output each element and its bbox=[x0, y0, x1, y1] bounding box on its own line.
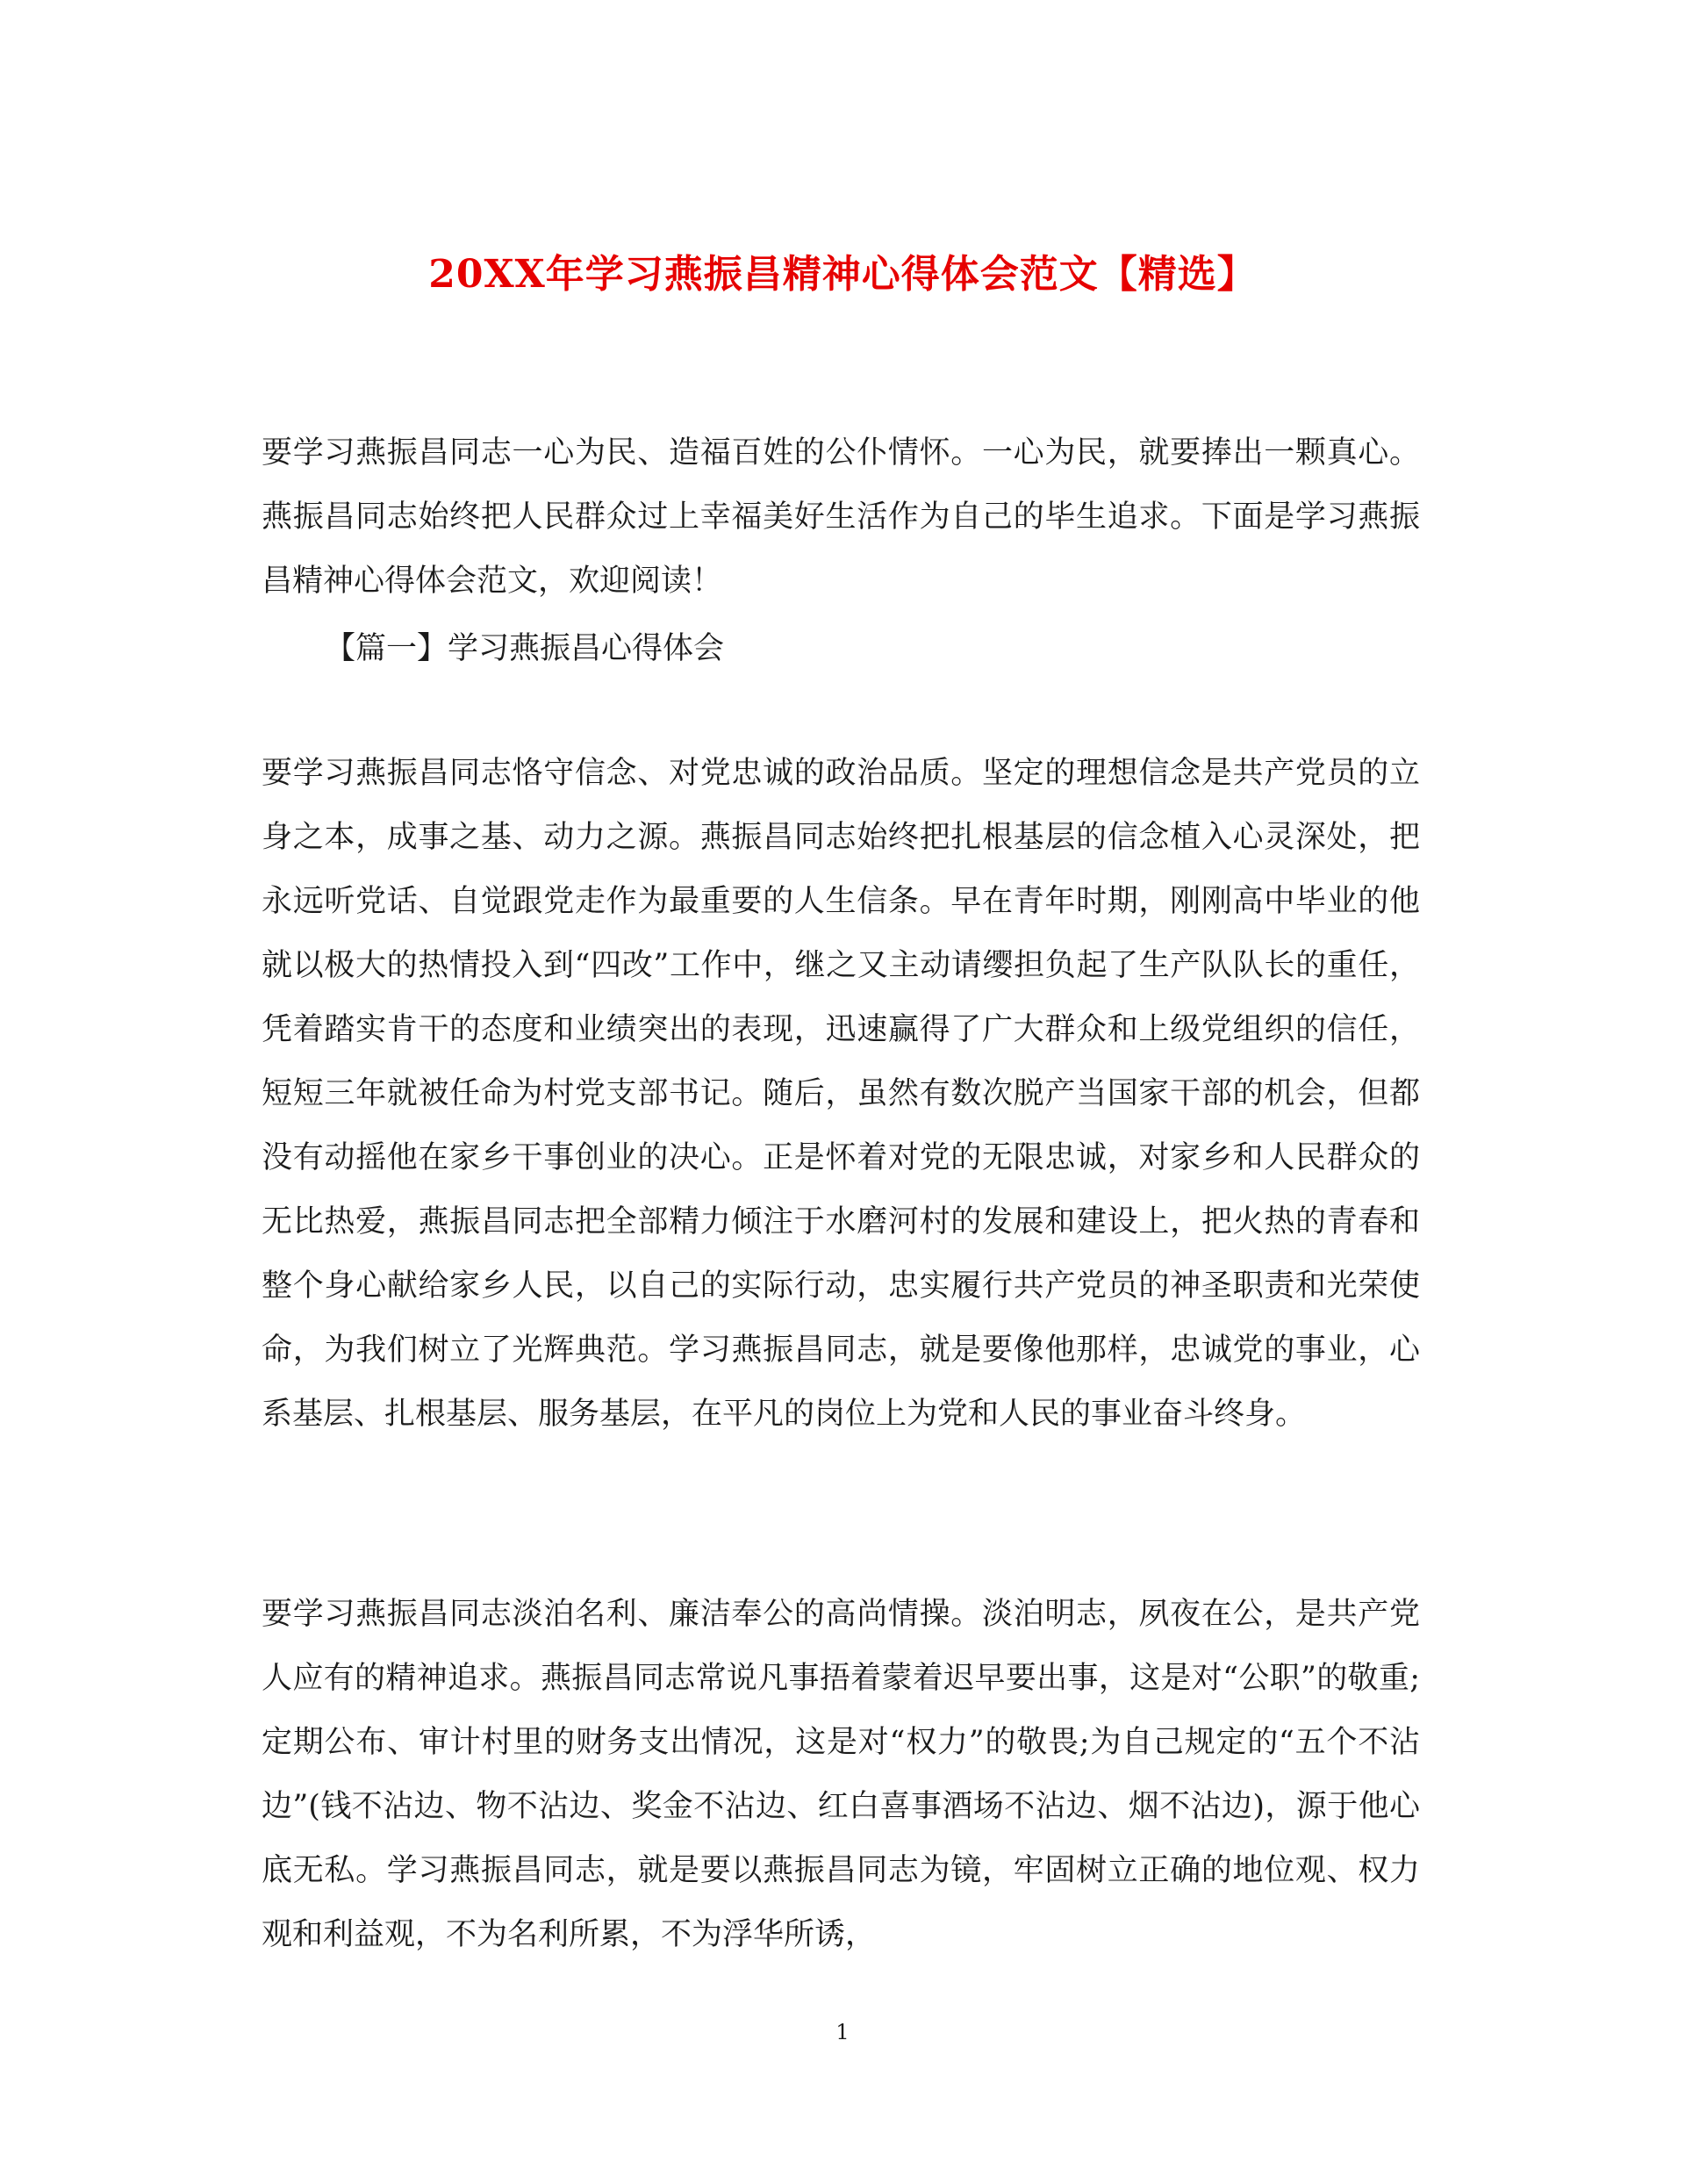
section-heading: 【篇一】学习燕振昌心得体会 bbox=[325, 631, 725, 666]
intro-paragraph: 要学习燕振昌同志一心为民、造福百姓的公仆情怀。一心为民，就要捧出一颗真心。燕振昌同志始终把人民群众过上幸福美好生活作为自己的毕生追求。下面是学习燕振昌精神心得体会范文，欢迎阅读！ bbox=[262, 435, 1420, 599]
document-title: 20XX年学习燕振昌精神心得体会范文【精选】 bbox=[428, 252, 1257, 298]
page-number: 1 bbox=[835, 2020, 850, 2044]
body-paragraph-2: 要学习燕振昌同志淡泊名利、廉洁奉公的高尚情操。淡泊明志，夙夜在公，是共产党人应有的精神追求。燕振昌同志常说凡事捂着蒙着迟早要出事，这是对“公职”的敬重;定期公布、审计村里的财务支出情况，这是对“权力”的敬畏;为自己规定的“五个不沾边”(钱不沾边、物不沾边、奖金不沾边、红白喜事酒场不沾边、烟不沾边)，源于他心底无私。学习燕振昌同志，就是要以燕振昌同志为镜，牢固树立正确的地位观、权力观和利益观，不为名利所累，不为浮华所诱， bbox=[262, 1597, 1420, 1952]
body-paragraph-1: 要学习燕振昌同志恪守信念、对党忠诚的政治品质。坚定的理想信念是共产党员的立身之本，成事之基、动力之源。燕振昌同志始终把扎根基层的信念植入心灵深处，把永远听党话、自觉跟党走作为最重要的人生信条。早在青年时期，刚刚高中毕业的他就以极大的热情投入到“四改”工作中，继之又主动请缨担负起了生产队队长的重任，凭着踏实肯干的态度和业绩突出的表现，迅速赢得了广大群众和上级党组织的信任，短短三年就被任命为村党支部书记。随后，虽然有数次脱产当国家干部的机会，但都没有动摇他在家乡干事创业的决心。正是怀着对党的无限忠诚，对家乡和人民群众的无比热爱，燕振昌同志把全部精力倾注于水磨河村的发展和建设上，把火热的青春和整个身心献给家乡人民，以自己的实际行动，忠实履行共产党员的神圣职责和光荣使命，为我们树立了光辉典范。学习燕振昌同志，就是要像他那样，忠诚党的事业，心系基层、扎根基层、服务基层，在平凡的岗位上为党和人民的事业奋斗终身。 bbox=[262, 756, 1420, 1432]
